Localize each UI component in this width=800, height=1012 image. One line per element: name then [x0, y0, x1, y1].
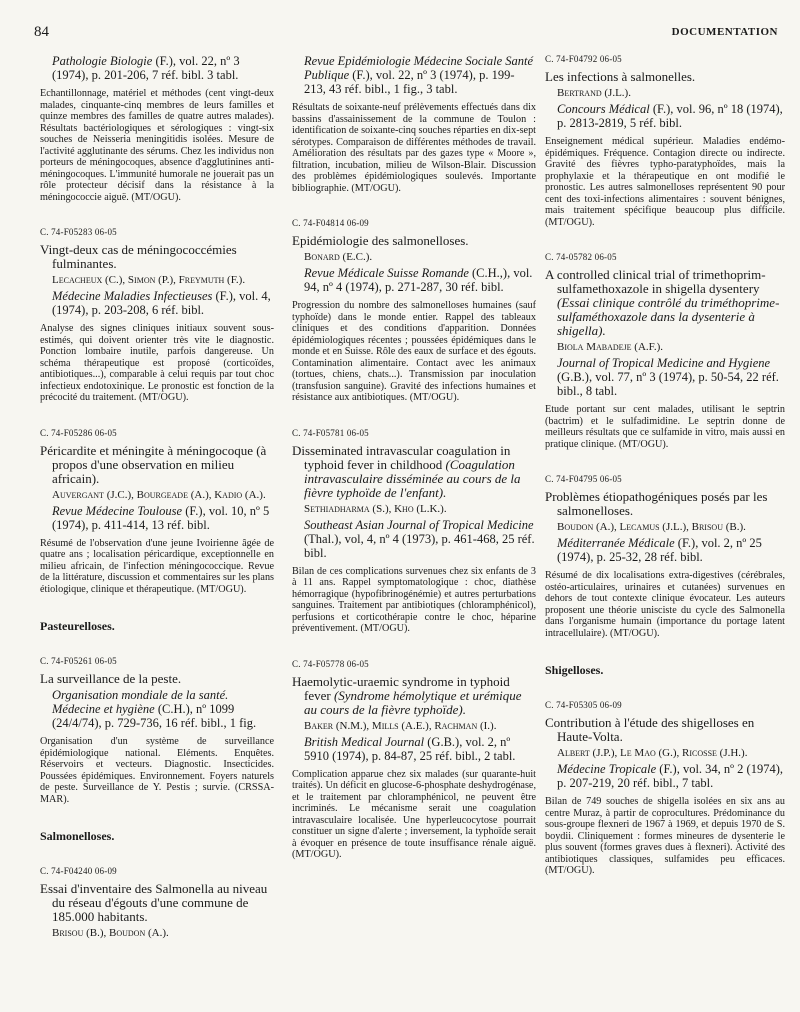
citation-details: (G.B.), vol. 2, nº 5910 (1974), p. 84-87, 25 réf. bibl., 2 tabl.	[304, 734, 516, 763]
bibliographic-entry	[545, 700, 785, 877]
entry-code: C. 74-F05778 06-05	[292, 658, 369, 669]
entry-authors: Baker (N.M.), Mills (A.E.), Rachman (I.).	[304, 719, 497, 732]
entry-code: C. 74-F05283 06-05	[40, 227, 117, 237]
entry-abstract: Progression du nombre des salmonelloses humaines (sauf typhoïde) dans le monde entier. Rappel des tableaux cliniques et des conditions d'apparition. Données épidémiologiques récentes ; poussées épidémiques dans le monde et en Suisse. Rôle des eaux de surface et des égouts. Contamination alimentaire. Contact avec les animaux (tortues, chiens, chats...). Transmission par inoculation (transfusion sanguine). Gravité des infections humaines et résistance aux antibiotiques. (MT/OGU).	[292, 300, 536, 403]
column-3	[545, 54, 785, 1002]
citation-details: (C.H.), nº 1099 (24/4/74), p. 729-736, 16 réf. bibl., 1 fig.	[52, 702, 257, 730]
entry-citation	[40, 54, 274, 82]
entry-citation	[545, 356, 785, 398]
entry-title	[40, 882, 274, 924]
citation-details: (C.H.,), vol. 94, nº 4 (1974), p. 271-287, 30 réf. bibl.	[304, 266, 533, 294]
entry-title	[292, 234, 536, 248]
entry-title-text: A controlled clinical trial of trimethoprim-sulfamethoxazole in shigella dysentery	[545, 267, 766, 296]
entry-citation	[545, 536, 785, 564]
entry-title	[40, 243, 274, 271]
entry-abstract: Echantillonnage, matériel et méthodes (cent vingt-deux malades, cinquante-cinq membres de leurs familles et quinze membres des familles de quatre autres malades). Résultats bactériologiques et sérologiques : vingt-six souches de Neisseria meningitidis isolées. Mesure de l'activité agglutinante des sérums. Chez les individus non porteurs de méningocoques, absence d'agglutinines anti-méningocoques. L'immunité humorale ne jouerait pas un rôle protecteur décisif dans la résistance à la méningococcie aiguë. (MT/OGU).	[40, 88, 274, 203]
page-header	[34, 24, 778, 44]
journal-name: Revue Médicale Suisse Romande	[304, 266, 469, 280]
entry-abstract: Bilan de 749 souches de shigella isolées en six ans au centre Muraz, à partir de coprocultures. Prédominance du sous-groupe flexneri de 1967 à 1969, et depuis 1970 de S. boydii. Cliniquement : formes mineures de dysenterie le plus souvent (formes graves dues à flexneri). Activité des antibiotiques classiques, sulfamides peu efficaces. (MT/OGU).	[545, 796, 785, 876]
bibliographic-entry	[292, 218, 536, 404]
entry-title	[292, 675, 536, 717]
entry-code: C. 74-F05781 06-05	[292, 427, 369, 438]
bibliographic-entry	[545, 54, 785, 228]
journal-name: Méditerranée Médicale	[557, 536, 675, 550]
citation-details: (F.), vol. 4, (1974), p. 203-208, 6 réf. bibl.	[52, 289, 271, 317]
entry-citation	[545, 762, 785, 790]
entry-title-text: La surveillance de la peste.	[40, 671, 182, 686]
bibliographic-entry	[40, 866, 274, 940]
entry-authors: Albert (J.P.), Le Mao (G.), Ricosse (J.H.).	[557, 747, 748, 759]
entry-code: C. 74-F04240 06-09	[40, 866, 117, 876]
journal-name: Médecine Maladies Infectieuses	[52, 289, 213, 303]
entry-title	[545, 716, 785, 744]
journal-name: Organisation mondiale de la santé. Médecine et hygiène	[52, 688, 229, 716]
entry-title	[292, 444, 536, 500]
entry-title-translation: (Essai clinique contrôlé du triméthoprime-sulfaméthoxazole dans la dysenterie à shigella).	[557, 295, 780, 338]
entry-authors: Brisou (B.), Boudon (A.).	[52, 927, 169, 939]
entry-title-text: Contribution à l'étude des shigelloses en Haute-Volta.	[545, 715, 755, 744]
entry-code: C. 74-F04795 06-05	[545, 474, 622, 484]
citation-details: (Thal.), vol, 4, nº 4 (1973), p. 461-468, 25 réf. bibl.	[304, 531, 535, 560]
entry-title-translation: (Coagulation intravasculaire disséminée au cours de la fièvre typhoïde de l'enfant).	[304, 456, 521, 500]
entry-code: C. 74-F04792 06-05	[545, 54, 622, 64]
bibliographic-entry	[40, 656, 274, 805]
entry-abstract: Résultats de soixante-neuf prélèvements effectués dans dix bassins d'assainissement de la commune de Toulon : identification de soixante-cinq souches réparties en dix-sept sérotypes. Comparaison de différentes méthodes de travail. Amélioration des résultats par des gazes type « Moore », filtration, incubation, milieu de Wilson-Blair. Discussion des problèmes épidémiologiques soulevés. Importante bibliographie. (MT/OGU).	[292, 102, 536, 194]
bibliographic-entry	[292, 428, 536, 635]
running-head: DOCUMENTATION	[671, 26, 778, 38]
section-heading: Pasteurelloses.	[40, 619, 115, 633]
entry-authors: Biola Mabadeje (A.F.).	[557, 341, 664, 353]
entry-citation	[40, 688, 274, 730]
entry-authors: Boudon (A.), Lecamus (J.L.), Brisou (B.).	[557, 521, 746, 533]
entry-title	[545, 490, 785, 518]
entry-abstract: Complication apparue chez six malades (sur quarante-huit traités). Un déficit en glucose-6-phosphate deshydrogénase, et le traitement par chloramphénicol, ne peuvent être incriminés. Le mécanisme serait une coagulation intravasculaire localisée. Une hyperleucocytose pourrait constituer un signe d'alerte ; inversement, la typhoïde serait à évoquer en présence de toute insuffisance rénale aiguë. (MT/OGU).	[292, 768, 536, 860]
entry-code: C. 74-F05286 06-05	[40, 427, 117, 438]
entry-authors: Bertrand (J.L.).	[557, 87, 631, 99]
entry-citation	[292, 266, 536, 294]
entry-authors: Bonard (E.C.).	[304, 251, 373, 263]
journal-name: Médecine Tropicale	[557, 762, 657, 776]
column-1	[40, 54, 274, 1002]
column-2	[292, 54, 536, 1002]
bibliographic-entry	[545, 474, 785, 639]
journal-name: Concours Médical	[557, 102, 650, 116]
entry-abstract: Analyse des signes cliniques initiaux souvent sous-estimés, qui doivent orienter très vite le diagnostic. Ponction lombaire inutile, parfois dangereuse. Un schéma thérapeutique est proposé (corticoïdes, antibiotiques...), comparable à celui requis par tout choc infectieux endotoxinique. Le pronostic est fonction de la précocité du traitement. (MT/OGU).	[40, 323, 274, 403]
bibliographic-entry	[292, 659, 536, 861]
entry-title	[40, 444, 274, 486]
citation-details: (G.B.), vol. 77, nº 3 (1974), p. 50-54, 22 réf. bibl., 8 tabl.	[557, 370, 779, 398]
entry-title	[545, 70, 785, 84]
entry-authors: Lecacheux (C.), Simon (P.), Freymuth (F.).	[52, 274, 246, 286]
journal-name: Revue Epidémiologie Médecine Sociale Santé Publique	[304, 54, 534, 82]
page-number: 84	[34, 24, 49, 40]
entry-citation	[40, 289, 274, 317]
section-heading: Shigelloses.	[545, 663, 604, 677]
entry-authors: Auvergant (J.C.), Bourgeade (A.), Kadio (A.).	[52, 488, 266, 501]
entry-title-text: Les infections à salmonelles.	[545, 69, 696, 84]
entry-title-text: Haemolytic-uraemic syndrome in typhoid fever	[292, 673, 510, 703]
entry-title-text: Essai d'inventaire des Salmonella au niveau du réseau d'égouts d'une commune de 185.000 habitants.	[40, 881, 268, 924]
entry-code: C. 74-05782 06-05	[545, 252, 617, 262]
entry-citation	[292, 735, 536, 763]
entry-code: C. 74-F05305 06-09	[545, 700, 622, 710]
entry-code: C. 74-F05261 06-05	[40, 656, 117, 666]
entry-abstract: Etude portant sur cent malades, utilisant le septrin (bactrim) et le sulfadimidine. Le septrin donne de meilleurs résultats que ce sulfamide in vitro, mais aussi en pratique clinique. (MT/OGU).	[545, 404, 785, 450]
entry-citation	[292, 54, 536, 96]
citation-details: (F.), vol. 10, nº 5 (1974), p. 411-414, 13 réf. bibl.	[52, 503, 270, 532]
entry-title-text: Epidémiologie des salmonelloses.	[292, 233, 469, 248]
citation-details: (F.), vol. 22, nº 3 (1974), p. 201-206, 7 réf. bibl. 3 tabl.	[52, 54, 240, 82]
entry-abstract: Résumé de dix localisations extra-digestives (cérébrales, ostéo-articulaires, urinaires et cutanées) survenues en dehors de tout contexte clinique évocateur. Les auteurs proposent une théorie unisciste du cycle des Salmonella dans l'organisme humain (importance du portage latent intracellulaire). (MT/OGU).	[545, 570, 785, 639]
entry-title-translation: (Syndrome hémolytique et urémique au cours de la fièvre typhoïde).	[304, 687, 522, 717]
bibliographic-entry	[545, 252, 785, 450]
entry-citation	[292, 518, 536, 560]
journal-name: Journal of Tropical Medicine and Hygiene	[557, 356, 771, 370]
bibliographic-entry	[292, 54, 536, 194]
entry-code: C. 74-F04814 06-09	[292, 218, 369, 228]
citation-details: (F.), vol. 22, nº 3 (1974), p. 199-213, 43 réf. bibl., 1 fig., 3 tabl.	[304, 68, 515, 96]
citation-details: (F.), vol. 96, nº 18 (1974), p. 2813-2819, 5 réf. bibl.	[557, 102, 783, 130]
journal-name: Pathologie Biologie	[52, 54, 153, 68]
entry-citation	[40, 504, 274, 532]
entry-title-text: Vingt-deux cas de méningococcémies fulminantes.	[40, 242, 237, 271]
entry-title-text: Problèmes étiopathogéniques posés par les salmonelloses.	[545, 489, 768, 518]
entry-title-text: Disseminated intravascular coagulation in typhoid fever in childhood	[292, 442, 511, 472]
section-heading: Salmonelloses.	[40, 829, 115, 843]
entry-title-text: Péricardite et méningite à méningocoque (à propos d'une observation en milieu africain).	[40, 442, 267, 486]
bibliographic-entry	[40, 428, 274, 596]
entry-authors: Sethiadharma (S.), Kho (L.K.).	[304, 502, 447, 515]
entry-abstract: Enseignement médical supérieur. Maladies endémo-épidémiques. Fréquence. Contagion directe ou indirecte. Gravité des fièvres typho-paratyphoïdes, mais la prophylaxie et la thérapeutique en ont modifié le pronostic. Les autres salmonelloses représentent 90 pour cent des toxi-infections alimentaires : souvent bénignes, mais traitement spécifique beaucoup plus difficile. (MT/OGU).	[545, 136, 785, 228]
entry-abstract: Résumé de l'observation d'une jeune Ivoirienne âgée de quatre ans ; localisation péricardique, exceptionnelle en milieu africain, de l'infection méningococcique. Revue de la littérature, discussion et commentaires sur les plans étiologique, clinique et thérapeutique. (MT/OGU).	[40, 537, 274, 595]
journal-name: British Medical Journal	[304, 734, 425, 749]
citation-details: (F.), vol. 2, nº 25 (1974), p. 25-32, 28 réf. bibl.	[557, 536, 762, 564]
entry-abstract: Organisation d'un système de surveillance épidémiologique national. Eléments. Enquêtes. Réservoirs et vecteurs. Diagnostic. Insecticides. Poussées épidémiques. Environnement. Foyers naturels de peste. Surveillance de Y. Pestis ; survie. (CRSSA-MAR).	[40, 736, 274, 805]
bibliographic-entry	[40, 54, 274, 203]
journal-name: Revue Médecine Toulouse	[52, 503, 183, 518]
entry-abstract: Bilan de ces complications survenues chez six enfants de 3 à 11 ans. Rappel symptomatologique : choc, diathèse hémorragique (hypofibrinogénémie) et autres perturbations sanguines. Traitement par antibiotiques (chloramphénicol), perfusions et corticothérapie contre le choc, héparine préventivement. (MT/OGU).	[292, 565, 536, 634]
entry-citation	[545, 102, 785, 130]
journal-name: Southeast Asian Journal of Tropical Medicine	[304, 517, 534, 532]
citation-details: (F.), vol. 34, nº 2 (1974), p. 207-219, 20 réf. bibl., 7 tabl.	[557, 762, 783, 790]
entry-title	[40, 672, 274, 686]
bibliographic-entry	[40, 227, 274, 404]
entry-title	[545, 268, 785, 338]
